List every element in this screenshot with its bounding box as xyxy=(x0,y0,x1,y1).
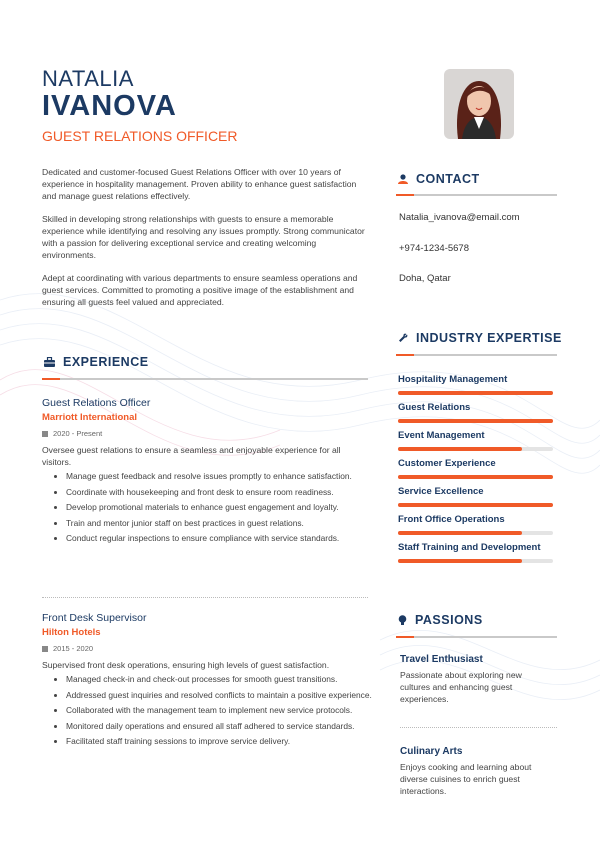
list-item: • Monitored daily operations and ensured all staff adhered to service standards. xyxy=(66,721,372,732)
passions-title: PASSIONS xyxy=(415,613,483,627)
experience-divider xyxy=(42,378,368,380)
skill-level-fill xyxy=(398,531,522,535)
list-item: • Develop promotional materials to enhance guest engagement and loyalty. xyxy=(66,502,372,513)
job-date xyxy=(42,644,372,653)
job-bullets xyxy=(42,471,372,544)
list-item: • Train and mentor junior staff on best practices in guest relations. xyxy=(66,518,372,529)
skill-level-bar xyxy=(398,447,553,451)
skill-level-bar xyxy=(398,475,553,479)
skills-list xyxy=(398,374,558,570)
skill-item xyxy=(398,514,558,542)
skill-name: Staff Training and Development xyxy=(398,542,541,553)
skill-level-fill xyxy=(398,419,553,423)
skill-level-fill xyxy=(398,503,553,507)
contact-heading xyxy=(398,172,480,186)
person-icon xyxy=(398,174,408,184)
wrench-icon xyxy=(398,333,408,343)
passion-text: Passionate about exploring new cultures and enhancing guest experiences. xyxy=(400,670,522,704)
skill-item xyxy=(398,458,558,486)
contact-divider xyxy=(396,194,557,196)
summary-paragraph: Dedicated and customer-focused Guest Relations Officer with over 10 years of experience in hospitality management. Proven ability to enhance guest satisfaction and manage guest relations effectively. xyxy=(42,167,357,201)
experience-title: EXPERIENCE xyxy=(63,355,149,369)
job-bullets xyxy=(42,674,372,747)
skill-level-bar xyxy=(398,559,553,563)
date-text: 2020 - Present xyxy=(53,429,103,438)
list-item: • Addressed guest inquiries and resolved conflicts to maintain a positive experience. xyxy=(66,690,372,701)
job-role: GUEST RELATIONS OFFICER xyxy=(42,128,238,144)
passions-heading xyxy=(398,613,483,627)
company-name: Marriott International xyxy=(42,412,138,423)
list-item: • Conduct regular inspections to ensure compliance with service standards. xyxy=(66,533,372,544)
skill-item xyxy=(398,430,558,458)
job-summary: Supervised front desk operations, ensuring high levels of guest satisfaction. xyxy=(42,660,330,670)
passion-item xyxy=(400,746,550,797)
skill-name: Hospitality Management xyxy=(398,374,508,385)
job-summary: Oversee guest relations to ensure a seamless and enjoyable experience for all visitors. xyxy=(42,445,341,467)
skill-item xyxy=(398,542,558,570)
first-name: NATALIA xyxy=(42,66,134,91)
list-item: • Coordinate with housekeeping and front desk to ensure room readiness. xyxy=(66,487,372,498)
skill-level-fill xyxy=(398,475,553,479)
profile-photo xyxy=(444,69,514,139)
skill-name: Guest Relations xyxy=(398,402,471,413)
passion-title: Travel Enthusiast xyxy=(400,654,483,665)
list-item: • Manage guest feedback and resolve issues promptly to enhance satisfaction. xyxy=(66,471,372,482)
skill-item xyxy=(398,374,558,402)
calendar-icon xyxy=(42,646,48,652)
location-text: Doha, Qatar xyxy=(399,273,451,284)
company-name: Hilton Hotels xyxy=(42,627,101,638)
job-separator xyxy=(42,597,368,598)
skill-name: Front Office Operations xyxy=(398,514,505,525)
summary-paragraph: Adept at coordinating with various departments to ensure seamless operations and guest services. Committed to promoting a positive image of the establishment and ensuring all guests feel valued and appreciated. xyxy=(42,273,358,307)
passion-separator xyxy=(400,727,557,728)
expertise-heading xyxy=(398,331,562,345)
list-item: • Collaborated with the management team to implement new service protocols. xyxy=(66,705,372,716)
contact-title: CONTACT xyxy=(416,172,480,186)
skill-item xyxy=(398,402,558,430)
skill-level-bar xyxy=(398,531,553,535)
skill-level-bar xyxy=(398,419,553,423)
list-item: • Facilitated staff training sessions to improve service delivery. xyxy=(66,736,372,747)
skill-name: Event Management xyxy=(398,430,485,441)
skill-level-fill xyxy=(398,559,522,563)
skill-item xyxy=(398,486,558,514)
job-date xyxy=(42,429,372,438)
passions-divider xyxy=(396,636,557,638)
job-title: Guest Relations Officer xyxy=(42,397,151,409)
last-name: IVANOVA xyxy=(42,90,177,122)
skill-level-bar xyxy=(398,503,553,507)
skill-level-fill xyxy=(398,447,522,451)
expertise-title: INDUSTRY EXPERTISE xyxy=(416,331,562,345)
skill-name: Customer Experience xyxy=(398,458,496,469)
skill-level-bar xyxy=(398,391,553,395)
passion-item xyxy=(400,654,550,705)
list-item: • Managed check-in and check-out processes for smooth guest transitions. xyxy=(66,674,372,685)
skill-level-fill xyxy=(398,391,553,395)
lightbulb-icon xyxy=(398,615,407,626)
passion-text: Enjoys cooking and learning about diverse cuisines to enrich guest interactions. xyxy=(400,762,532,796)
summary-paragraph: Skilled in developing strong relationships with guests to ensure a memorable experience while identifying and resolving any issues promptly. Strong communicator with a passion for delivering exceptional service and creating welcoming environments. xyxy=(42,214,365,260)
summary xyxy=(42,166,372,319)
job-title: Front Desk Supervisor xyxy=(42,612,147,624)
passion-title: Culinary Arts xyxy=(400,746,463,757)
job-entry xyxy=(42,612,372,752)
date-text: 2015 - 2020 xyxy=(53,644,94,653)
email-text[interactable]: Natalia_ivanova@email.com xyxy=(399,212,520,223)
expertise-divider xyxy=(396,354,557,356)
experience-heading xyxy=(44,355,149,369)
job-entry xyxy=(42,397,372,549)
briefcase-icon xyxy=(44,357,55,367)
phone-text: +974-1234-5678 xyxy=(399,243,469,254)
calendar-icon xyxy=(42,431,48,437)
skill-name: Service Excellence xyxy=(398,486,484,497)
